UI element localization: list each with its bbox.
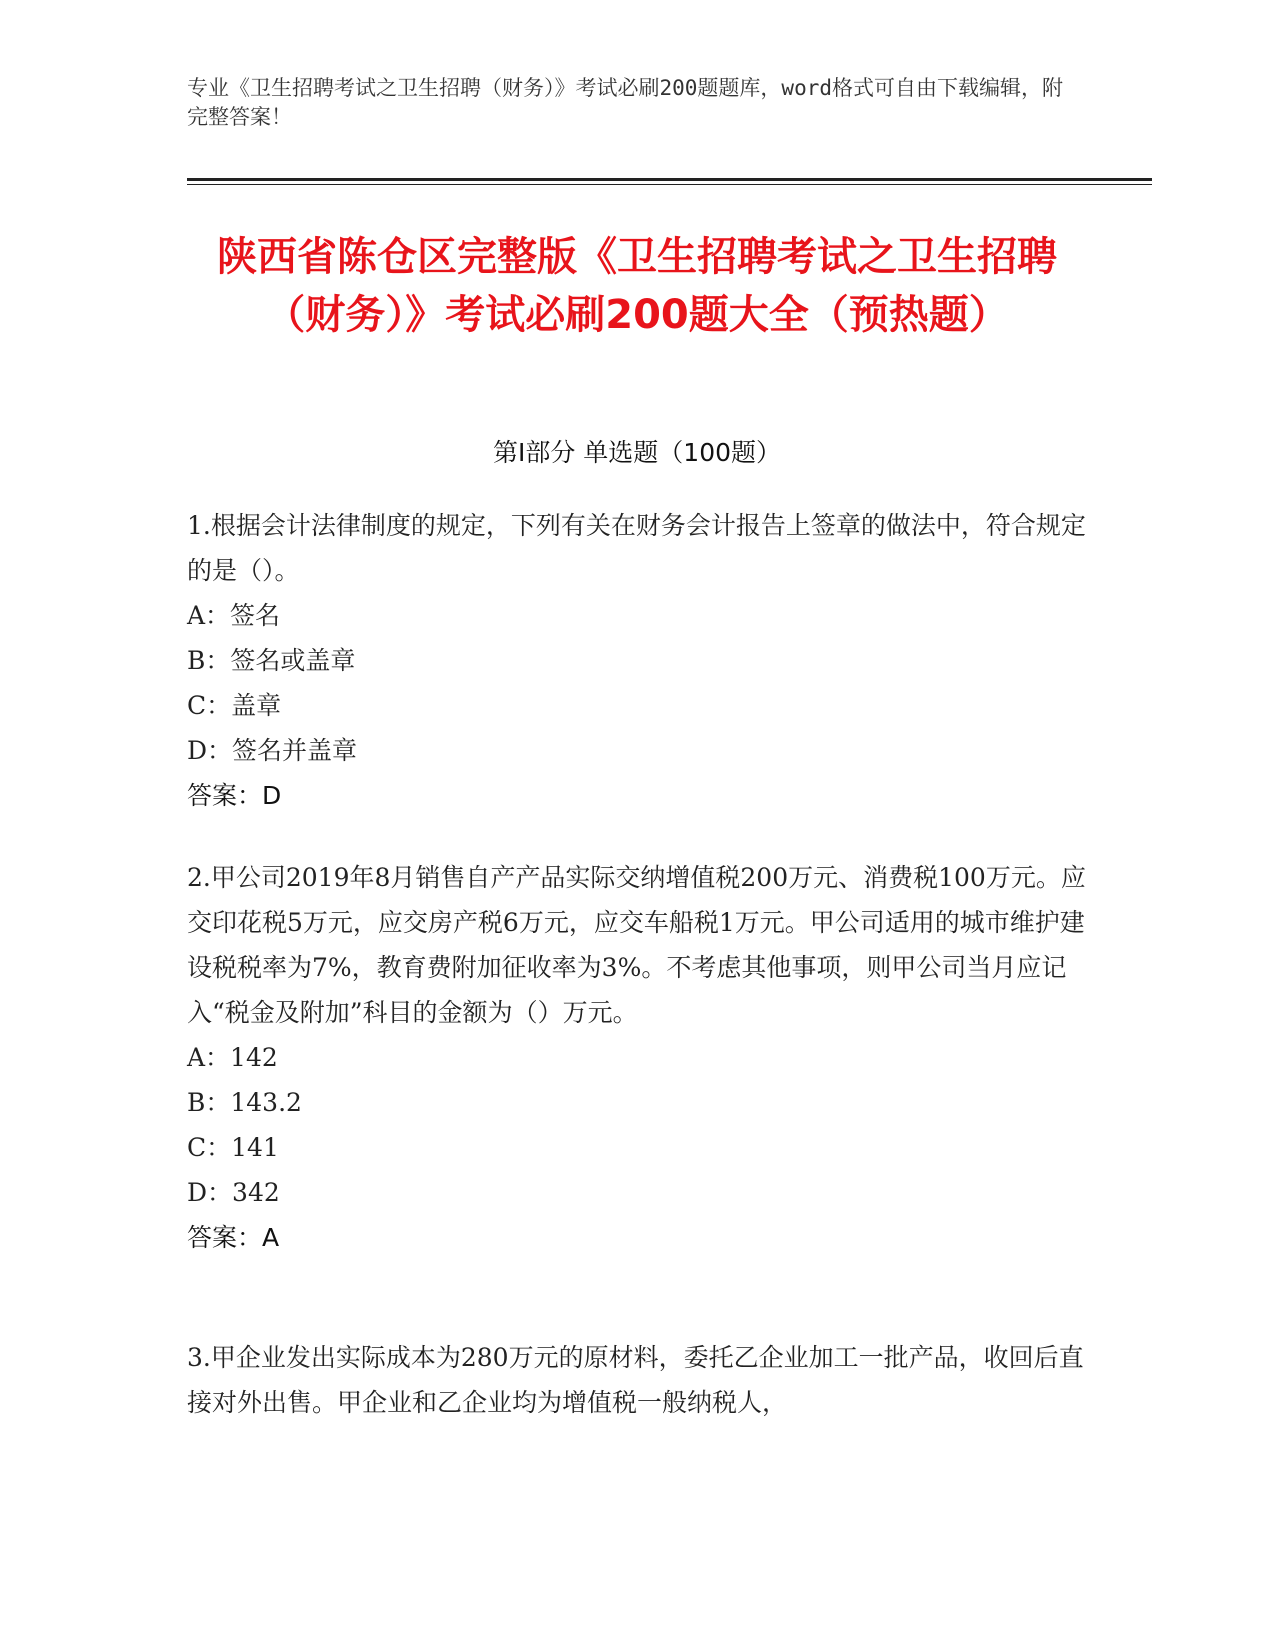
question-text: 1.根据会计法律制度的规定，下列有关在财务会计报告上签章的做法中，符合规定的是（）。: [187, 511, 1086, 585]
header-note: 专业《卫生招聘考试之卫生招聘（财务）》考试必刷200题题库，word格式可自由下载编辑，附完整答案！: [187, 76, 1063, 129]
question-text: 3.甲企业发出实际成本为280万元的原材料，委托乙企业加工一批产品，收回后直接对外出售。甲企业和乙企业均为增值税一般纳税人，: [187, 1343, 1084, 1417]
answer: 答案：D: [187, 781, 282, 810]
header-divider-thick: [187, 178, 1152, 181]
option-a: A：签名: [187, 601, 281, 630]
section-heading: 第I部分 单选题（100题）: [492, 438, 782, 467]
question-2: [187, 855, 1087, 1260]
question-text: 2.甲公司2019年8月销售自产产品实际交纳增值税200万元、消费税100万元。应交印花税5万元，应交房产税6万元，应交车船税1万元。甲公司适用的城市维护建设税税率为7%，教育费附加征收率为3%。不考虑其他事项，则甲公司当月应记入“税金及附加”科目的金额为（）万元。: [187, 863, 1086, 1027]
option-c: C：141: [187, 1133, 279, 1162]
answer: 答案：A: [187, 1223, 280, 1252]
option-c: C：盖章: [187, 691, 282, 720]
question-1: [187, 503, 1087, 818]
option-b: B：签名或盖章: [187, 646, 356, 675]
header-divider-thin: [187, 184, 1152, 185]
option-d: D：签名并盖章: [187, 736, 358, 765]
option-d: D：342: [187, 1178, 280, 1207]
document-title: 陕西省陈仓区完整版《卫生招聘考试之卫生招聘（财务）》考试必刷200题大全（预热题）: [217, 234, 1057, 338]
option-a: A：142: [187, 1043, 278, 1072]
question-3: [187, 1335, 1087, 1425]
option-b: B：143.2: [187, 1088, 302, 1117]
